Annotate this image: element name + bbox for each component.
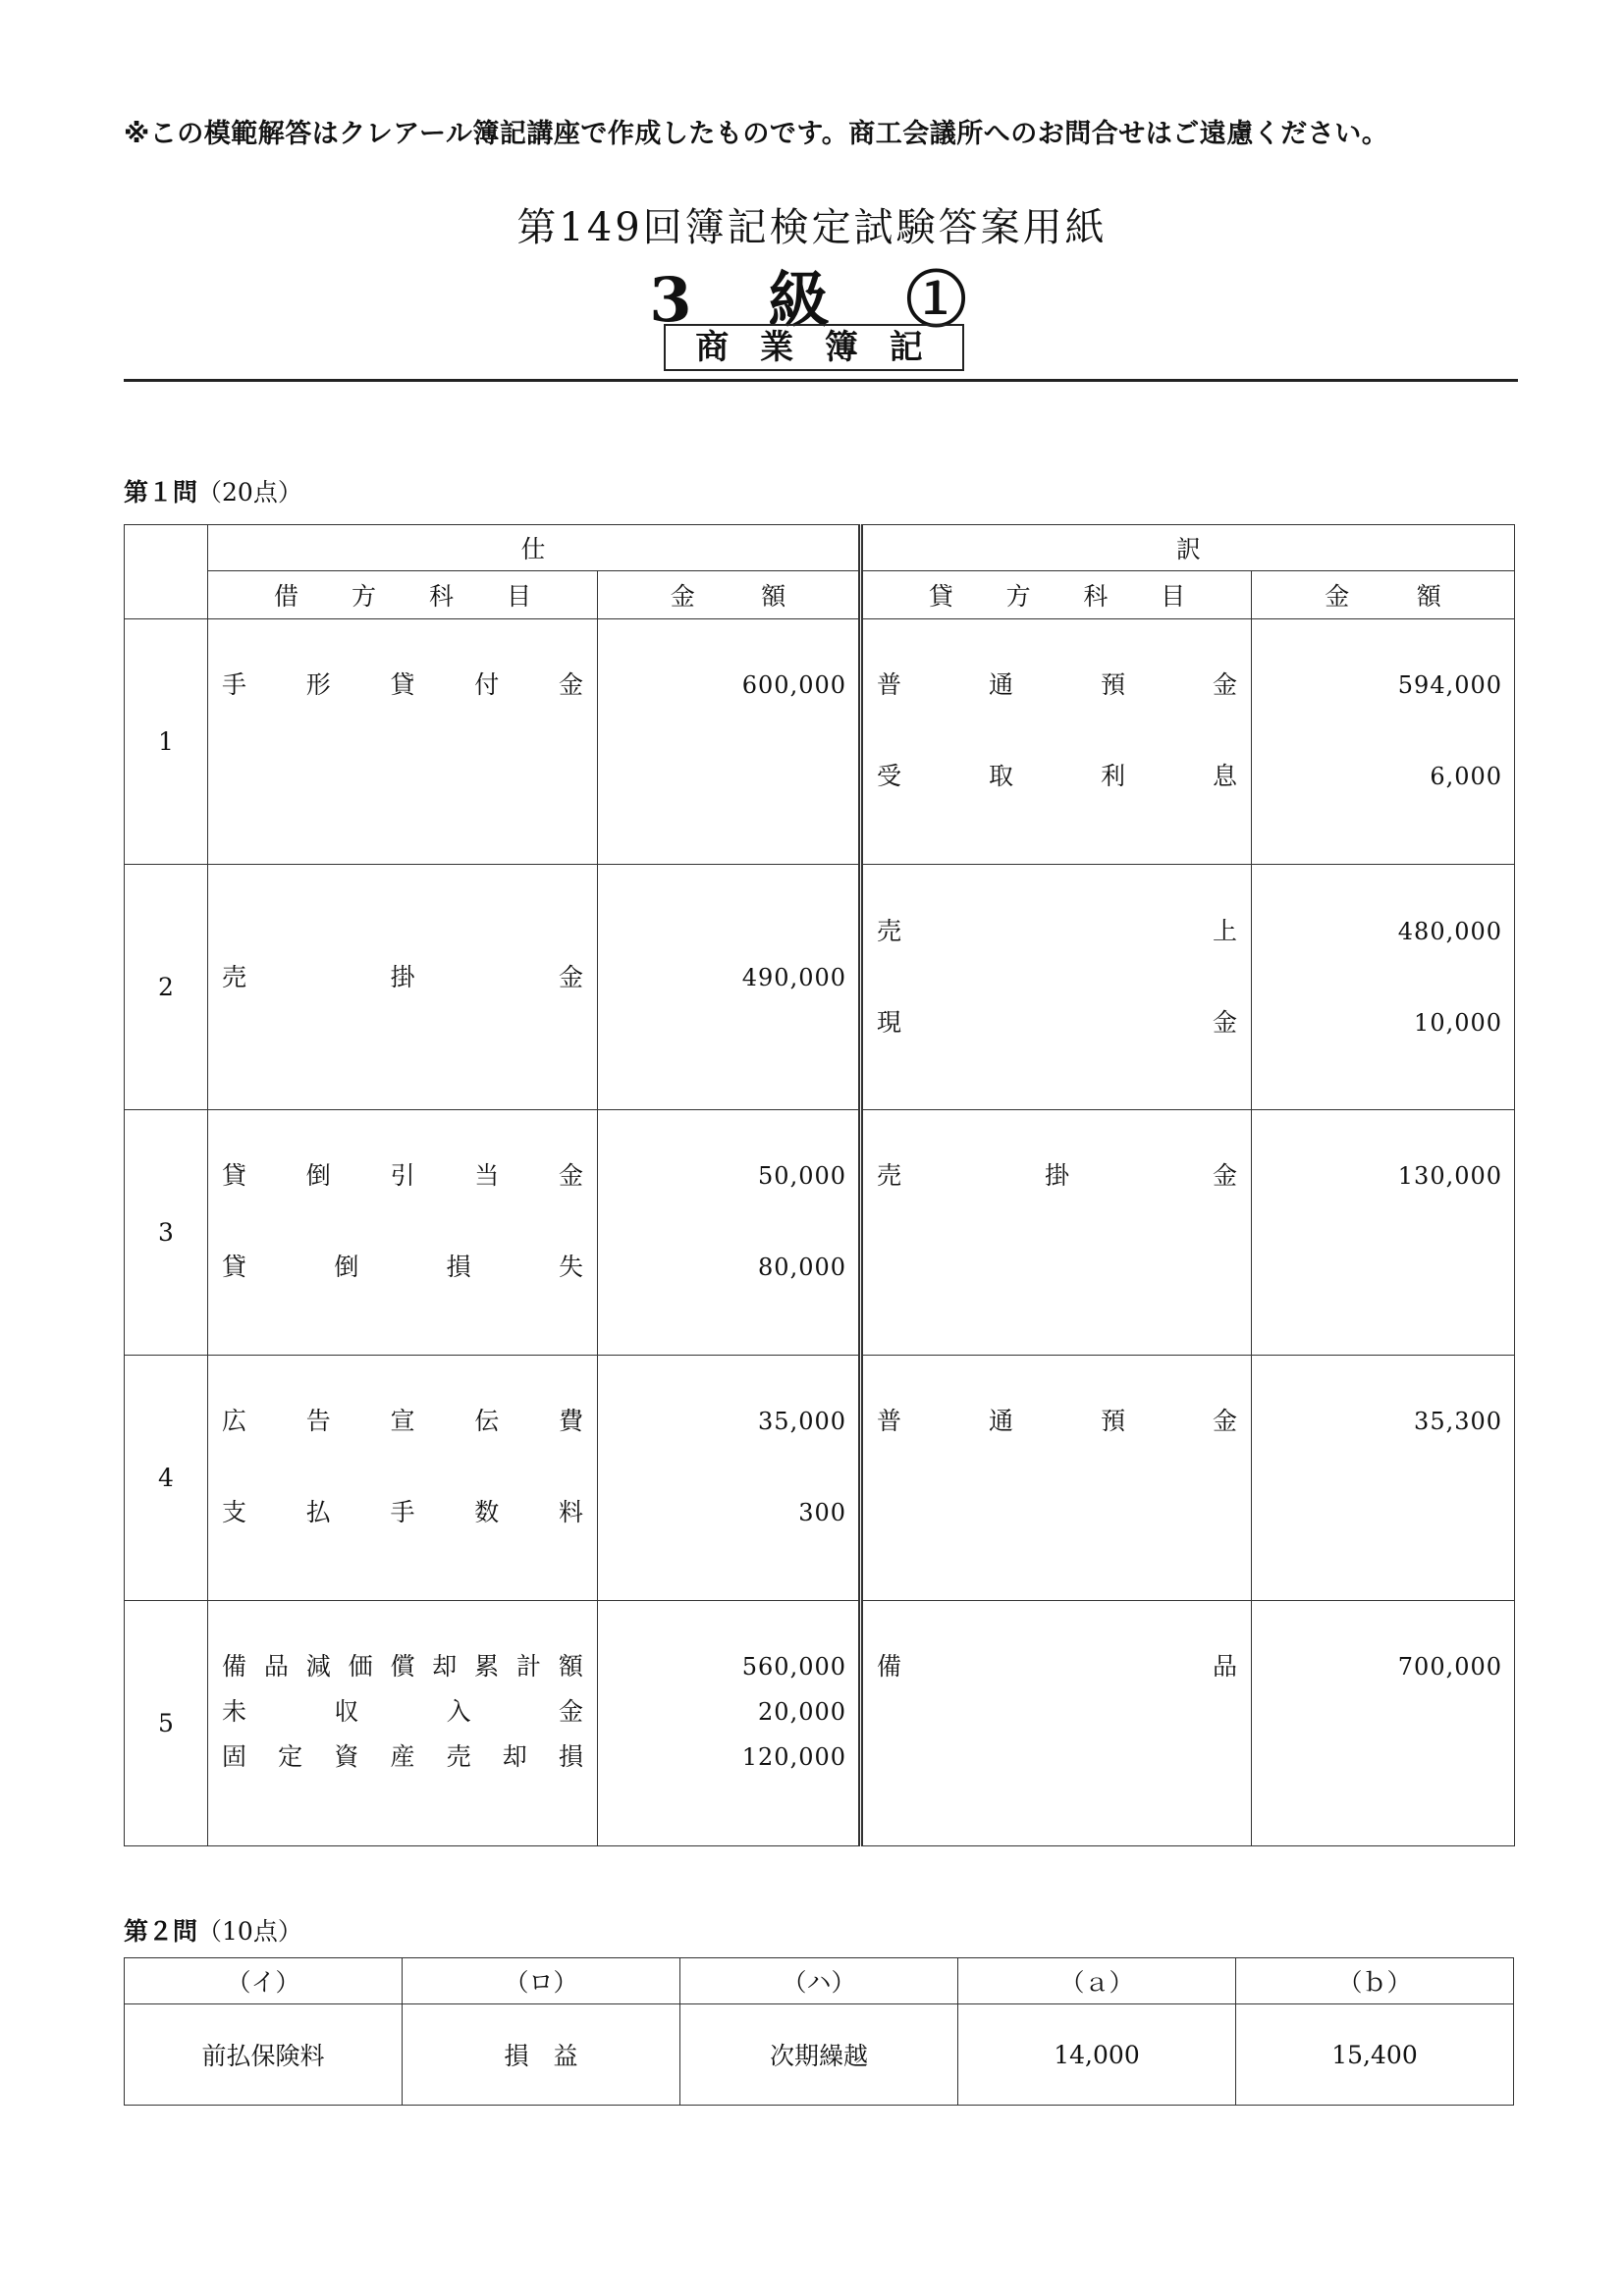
q2-answer: 次期繰越 [680,2004,958,2106]
q1-credit-amount: 130,000 [1397,1162,1503,1190]
subject-box: 商 業 簿 記 [664,324,964,371]
q1-credit-amount: 6,000 [1430,763,1503,790]
q1-row-number: 2 [125,865,208,1110]
q2-answer: 損 益 [403,2004,680,2106]
q2-label [124,1912,302,1948]
q1-header-debit-account: 借 方 科 目 [208,571,598,619]
q2-header: （ハ） [680,1958,958,2004]
q1-debit-amount: 20,000 [758,1698,847,1726]
q1-debit-account: 支 払 手 数 料 [222,1498,583,1526]
q1-credit-amount: 10,000 [1414,1009,1503,1037]
q1-credit-account: 受 取 利 息 [877,762,1237,790]
q1-points: （20点） [197,478,302,507]
q1-header-credit-account: 貸 方 科 目 [861,571,1252,619]
grade-heading: 3 級 ① [649,264,975,336]
q1-row-number: 4 [125,1356,208,1601]
q1-debit-account: 売 掛 金 [222,963,583,991]
q2-header: （イ） [125,1958,403,2004]
q1-row-4 [125,1356,1515,1601]
q1-debit-amount: 600,000 [741,671,847,699]
q1-credit-amount: 480,000 [1397,918,1503,945]
q2-answer: 14,000 [958,2004,1236,2106]
q2-answer: 15,400 [1236,2004,1514,2106]
q1-credit-account: 売 上 [877,917,1238,945]
q1-debit-amount: 50,000 [758,1162,847,1190]
q1-row-number: 3 [125,1110,208,1356]
q1-row-3 [125,1110,1515,1356]
q1-header-debit-amount: 金 額 [598,571,861,619]
q1-credit-amount: 700,000 [1397,1653,1503,1681]
q1-debit-account: 広 告 宣 伝 費 [222,1407,583,1435]
q1-debit-amount: 120,000 [741,1743,847,1771]
q1-credit-account: 普 通 預 金 [877,1407,1237,1435]
q1-row-2 [125,865,1515,1110]
q1-debit-account: 手 形 貸 付 金 [222,670,583,699]
q1-credit-amount: 594,000 [1397,671,1503,699]
q1-debit-account: 固 定 資 産 売 却 損 [222,1742,583,1771]
q1-header-journal-left: 仕 [208,525,861,571]
q1-row-number: 5 [125,1601,208,1846]
q1-credit-account: 売 掛 金 [877,1161,1237,1190]
q2-header: （ロ） [403,1958,680,2004]
q2-points: （10点） [197,1917,302,1946]
q2-answer-table [124,1957,1514,2106]
page-title: 第149回簿記検定試験答案用紙 [516,205,1108,250]
q1-credit-account: 普 通 預 金 [877,670,1237,699]
q1-debit-amount: 35,000 [758,1408,847,1435]
q1-row-5 [125,1601,1515,1846]
q1-credit-account: 備 品 [877,1652,1238,1681]
q1-corner-cell [125,525,208,619]
header-rule [124,379,1518,382]
q1-row-1 [125,619,1515,865]
q2-label-text: 第２問 [124,1917,198,1946]
q1-debit-account: 未 収 入 金 [222,1697,583,1726]
q1-debit-amount: 490,000 [741,964,847,991]
q1-debit-account: 備 品 減 価 償 却 累 計 額 [222,1652,583,1681]
q1-debit-amount: 80,000 [758,1254,847,1281]
q1-journal-table [124,524,1515,1846]
q1-credit-account: 現 金 [877,1008,1238,1037]
q1-row-number: 1 [125,619,208,865]
q1-credit-amount: 35,300 [1414,1408,1503,1435]
q1-debit-account: 貸 倒 損 失 [222,1253,583,1281]
q1-debit-account: 貸 倒 引 当 金 [222,1161,583,1190]
q1-label-text: 第１問 [124,478,198,507]
q1-header-credit-amount: 金 額 [1252,571,1515,619]
q2-header: （ｂ） [1236,1958,1514,2004]
q1-debit-amount: 300 [798,1499,847,1526]
q1-label [124,473,302,508]
q2-header: （ａ） [958,1958,1236,2004]
q1-debit-amount: 560,000 [741,1653,847,1681]
q1-header-journal-right: 訳 [861,525,1515,571]
q2-answer: 前払保険料 [125,2004,403,2106]
disclaimer-notice: ※この模範解答はクレアール簿記講座で作成したものです。商工会議所へのお問合せはご遠慮ください。 [124,119,1389,149]
